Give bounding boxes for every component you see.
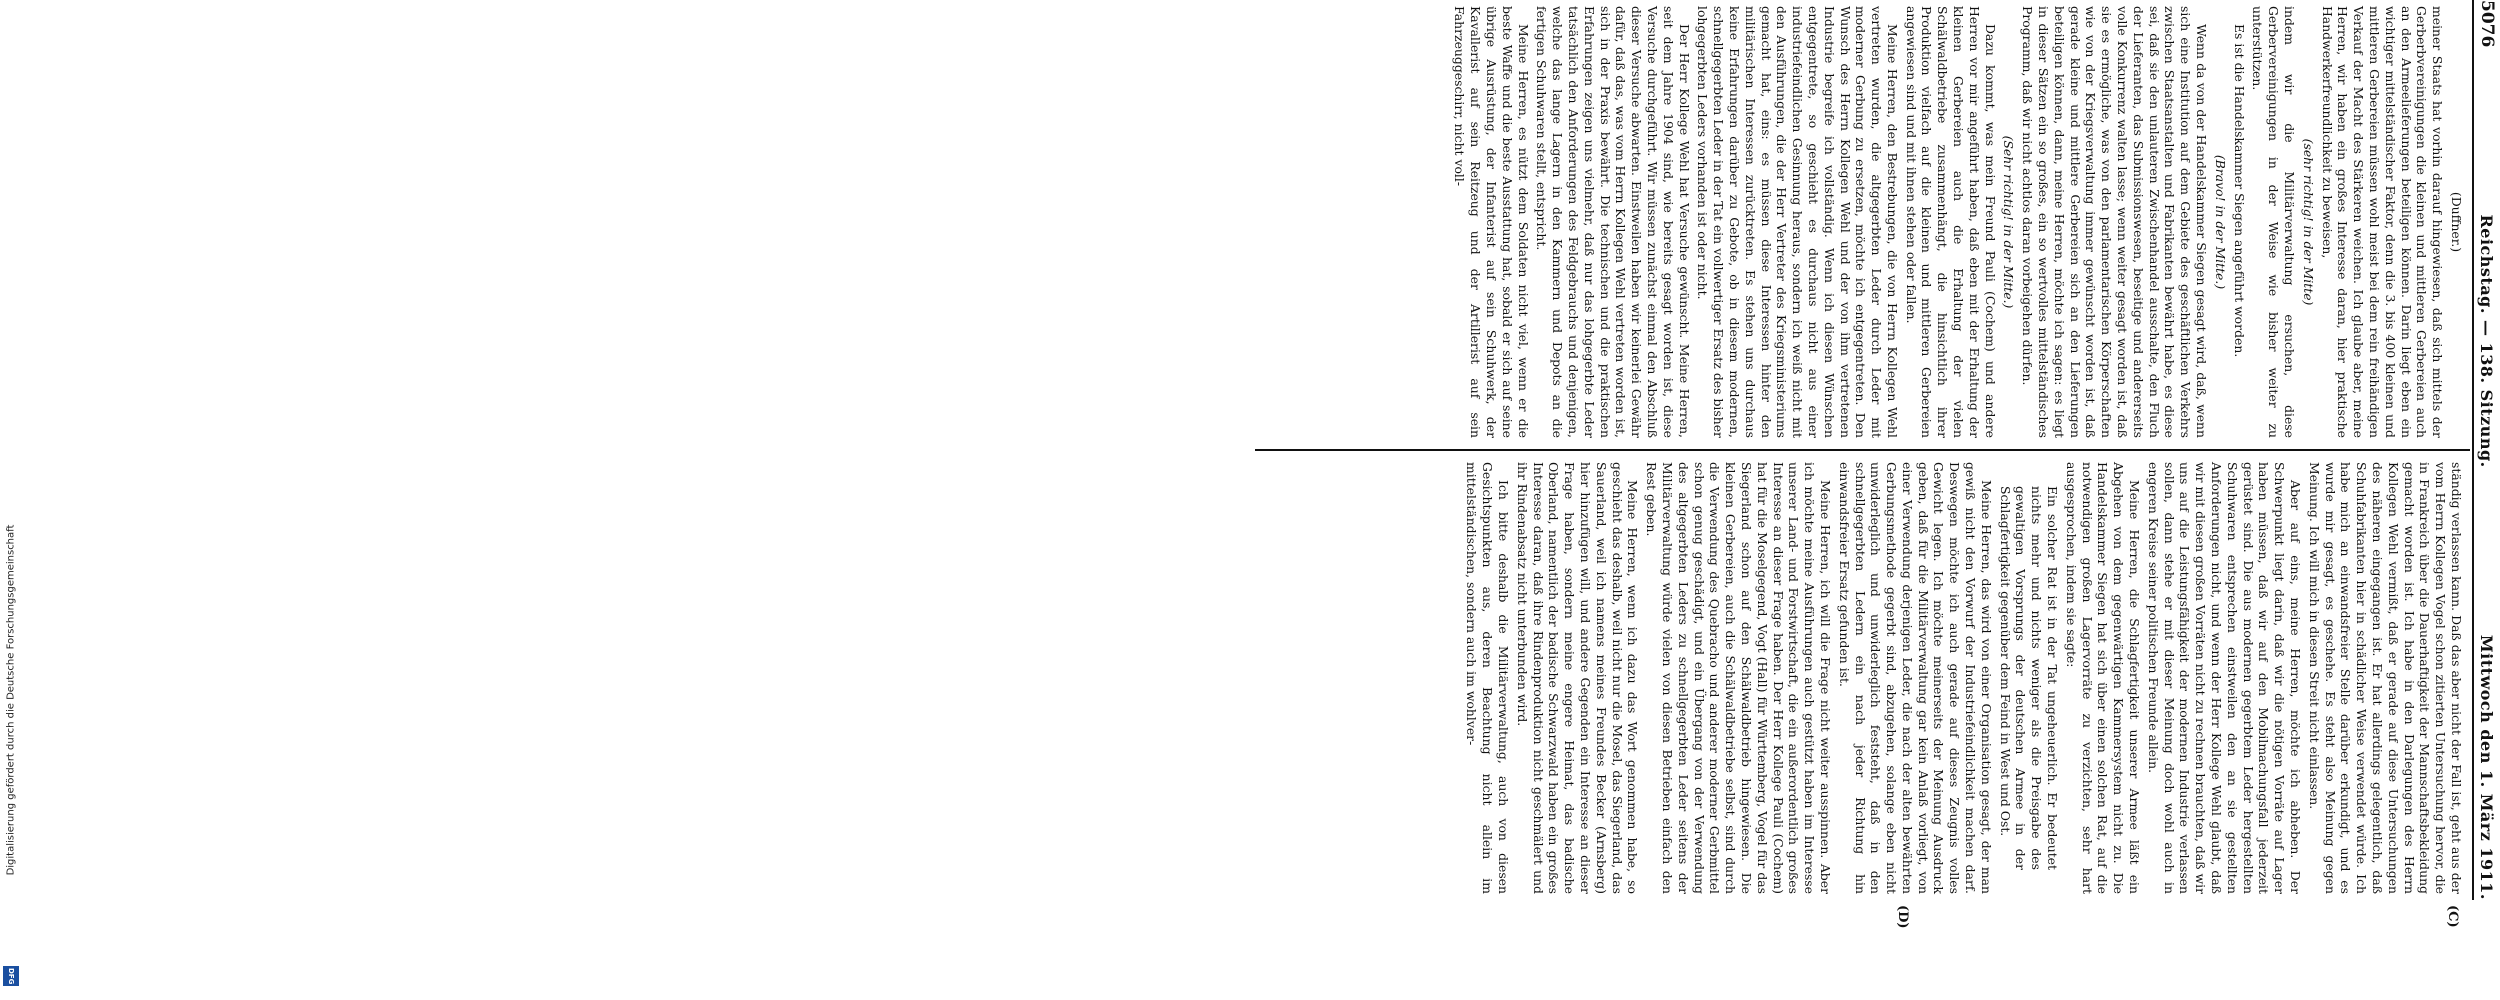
page-number: 5076	[2477, 0, 2497, 48]
page-header	[2472, 0, 2500, 900]
digitization-footer	[0, 0, 22, 1000]
paragraph: Meine Herren, die Schlagfertigkeit unserer Armee läßt ein Abgehen von dem gegenwärtigen Kammersystem nicht zu. Die Handelskammer Siegen hat sich über einen solchen Rat, auf die notwendigen großen Lagervorräte zu verzichten, sehr hart ausgesprochen, indem sie sagte:	[2063, 462, 2143, 894]
paragraph: Ein solcher Rat ist in der Tat ungeheuerlich. Er bedeutet nichts mehr und nichts weniger als die Preisgabe des gewaltigen Vorsprungs der deutschen Armee in der Schlagfertigkeit gegenüber dem Feind in West und Ost.	[1997, 486, 2061, 870]
paragraph: (sehr richtig! in der Mitte)	[2300, 138, 2316, 306]
dfg-logo-icon: DFG	[3, 966, 19, 986]
paragraph: (Bravo! in der Mitte.)	[2212, 154, 2228, 290]
paragraph: Dazu kommt, was mein Freund Pauli (Cochem) und andere Herren vor mir angeführt haben, daß eben mit der Erhaltung der kleinen Gerbereien auch die Erhaltung der vielen Schälwaldbetriebe zusammenhängt, die hinsichtlich ihrer Produktion vielfach auf die kleinen und mittleren Gerbereien angewiesen sind und mit ihnen stehen oder fallen.	[1903, 6, 1998, 438]
rotated-page	[1250, 0, 2500, 929]
session-date: Mittwoch den 1. März 1911.	[2477, 634, 2497, 900]
paragraph: (Duffner.)	[2449, 191, 2464, 253]
page-content	[1250, 0, 2500, 929]
paragraph: (Sehr richtig! in der Mitte.)	[2001, 135, 2017, 309]
margin-marker-c: (C)	[2445, 905, 2460, 928]
column-divider	[1255, 449, 2470, 451]
paragraph: Meine Herren, ich will die Frage nicht weiter ausspinnen. Aber ich möchte meine Ausführungen auch gestützt haben im Interesse unserer Land- und Forstwirtschaft, die ein außerordentlich großes Interesse an dieser Frage haben. Der Herr Kollege Pauli (Cochem) hat für die Moselgegend, Vogt (Hall) für Württemberg, Vogel für das Siegerland schon auf den Schälwaldbetrieb hingewiesen. Die kleinen Gerbereien, auch die Schälwaldbetriebe selbst, sind durch die Verwendung des Quebracho und anderer moderner Gerbmittel schon genug geschädigt, und ein Übergang von der Verwendung des altgegerbten Leders zu schnellgegerbten Leder seitens der Militärverwaltung würde vielen von diesen Betrieben einfach den Rest geben.	[1644, 462, 1833, 894]
left-column	[1259, 6, 2464, 438]
paragraph: indem wir die Militärverwaltung ersuchen, diese Gerbervereinigungen in der Weise wie bisher weiter zu unterstützen.	[2250, 6, 2298, 438]
paragraph: Der Herr Kollege Wehl hat Versuche gewünscht. Meine Herren, seit dem Jahre 1904 sind, wie bereits gesagt worden ist, diese Versuche durchgeführt. Wir müssen zunächst einmal den Abschluß dieser Versuche abwarten. Einstweilen haben wir keinerlei Gewähr dafür, daß das, was vom Herrn Kollegen Wehl vertreten worden ist, sich in der Praxis bewährt. Die technischen und die praktischen Erfahrungen zeigen uns vielmehr, daß nur das lohgegerbte Leder tatsächlich den Anforderungen des Feldgebrauchs und denjenigen, welche das lange Lagern in den Kammern und Depots an die fertigen Schuhwaren stellt, entspricht.	[1534, 6, 1692, 438]
paragraph: Meine Herren, das wird von einer Organisation gesagt, der man gewiß nicht den Vorwurf der Industriefeindlichkeit machen darf. Deswegen möchte ich auch gerade auf dieses Zeugnis volles Gewicht legen. Ich möchte meinerseits der Meinung Ausdruck geben, daß für die Militärverwaltung gar kein Anlaß vorliegt, von einer Verwendung derjenigen Leder, die nach der alten bewährten Gerbungsmethode gegerbt sind, abzugehen, solange eben nicht unwiderleglich und unwiderleglich feststeht, daß in den schnellgegerbten Ledern ein nach jeder Richtung hin einwandsfreier Ersatz gefunden ist.	[1836, 462, 1994, 894]
paragraph: Meine Herren, es nützt dem Soldaten nicht viel, wenn er die beste Waffe und die beste Ausstattung hat, sobald er sich auf seine übrige Ausrüstung, der Infanterist auf sein Schuhwerk, der Kavallerist auf sein Reitzeug und der Artillerist auf sein Fahrzeuggeschirr, nicht voll-	[1452, 6, 1531, 438]
paragraph: Es ist die Handelskammer Siegen angeführt worden.	[2231, 24, 2247, 358]
paragraph: ständig verlassen kann. Daß das aber nicht der Fall ist, geht aus der vom Herrn Kollegen Vogel schon zitierten Untersuchung hervor, die in Frankreich über die Dauerhaftigkeit der Mannschaftsbekleidung gemacht worden ist. Ich habe in den Darlegungen des Herrn Kollegen Wehl vermißt, daß er gerade auf diese Untersuchungen des näheren eingegangen ist. Er hat allerdings gelegentlich, daß Schuhfabrikanten hier in schädlicher Weise verwendet würde. Ich habe mich an einwandsfreier Stelle darüber erkundigt, und es wurde mir gesagt, es geschehe. Es steht also Meinung gegen Meinung. Ich will mich in diesen Streit nicht einlassen.	[2306, 462, 2464, 894]
paragraph: Meine Herren, den Bestrebungen, die von Herrn Kollegen Wehl vertreten wurden, die altgegerbten Leder durch Leder mit moderner Gerbung zu ersetzen, möchte ich entgegentreten. Den Wunsch des Herrn Kollegen Wehl und der von ihm vertretenen Industrie begreife ich vollständig. Wenn ich diesen Wünschen entgegentrete, so geschieht es durchaus nicht aus einer industriefeindlichen Gesinnung heraus, sondern ich weiß nicht mit den Ausführungen, die der Herr Vertreter des Kriegsministeriums gemacht hat, eins: es müssen diese Interessen hinter den militärischen Interessen zurücktreten. Es stehen uns durchaus keine Erfahrungen darüber zu Gebote, ob in diesem modernen, schnellgegerbten Leder in der Tat ein vollwertiger Ersatz des bisher lohgegerbten Leders vorhanden ist oder nicht.	[1695, 6, 1900, 438]
margin-marker-d: (D)	[1895, 905, 1910, 929]
paragraph: Wenn da von der Handelskammer Siegen gesagt wird, daß, wenn sich eine Institution auf dem Gebiete des geschäftlichen Verkehrs zwischen Staatsanstalten und Fabrikanten bewährt habe, es diese sei, daß sie den unlauteren Zwischenhandel ausschalte, den Fluch der Lieferanten, das Submissionswesen, beseitige und andererseits volle Konkurrenz walten lasse; wenn weiter gesagt worden ist, daß sie es ermögliche, was von den parlamentarischen Körperschaften wie von der Kriegsverwaltung immer gewünscht worden ist, daß gerade kleine und mittlere Gerbereien sich an den Lieferungen beteiligen können, dann, meine Herren, möchte ich sagen: es liegt in dieser Sätzen ein so großes, ein so wertvolles mittelständisches Programm, daß wir nicht achtlos daran vorbeigehen dürfen.	[2020, 6, 2210, 438]
paragraph: Aber auf eins, meine Herren, möchte ich abheben. Der Schwerpunkt liegt darin, daß wir die nötigen Vorräte auf Lager haben müssen, daß wir auf den Mobilmachungsfall jederzeit gerüstet sind. Die aus modernen gegerbtem Leder hergestellten Schuhwaren entsprechen einstweilen den an sie gestellten Anforderungen nicht, und wenn der Herr Kollege Wehl glaubt, daß wir mit diesen großen Vorräten nicht zu rechnen brauchten, daß wir uns auf die Leistungsfähigkeit der modernen Industrie verlassen sollen, dann stehe er mit dieser Meinung doch wohl auch in engeren Kreise seiner politischen Freunde allein.	[2145, 462, 2304, 894]
session-title: Reichstag. — 138. Sitzung.	[2477, 214, 2497, 468]
footer-text: Digitalisierung gefördert durch die Deutsche Forschungsgemeinschaft	[5, 524, 17, 876]
paragraph: meiner Staats hat vorhin darauf hingewiesen, daß sich mittels der Gerberbvereinigungen die kleinen und mittleren Gerbereien auch an den Armeelieferungen beteiligen können. Darin liegt eben ein wichtiger mittelständischer Faktor, denn die 3. bis 400 kleinen und mittleren Gerbereien müssen wohl meist bei dem rein freihändigen Verkauf der Macht des Stärkeren weichen. Ich glaube aber, meine Herren, wir haben ein großes Interesse daran, hier praktische Handwerkerfreundlichkeit zu beweisen,	[2319, 6, 2446, 438]
paragraph: Ich bitte deshalb die Militärverwaltung, auch von diesen Gesichtspunkten aus, deren Beachtung nicht allein im mittelständischen, sondern auch im wohlver-	[1464, 462, 1511, 894]
right-column	[1259, 462, 2464, 894]
paragraph: Meine Herren, wenn ich dazu das Wort genommen habe, so geschieht das deshalb, weil nicht nur die Mosel, das Siegerland, das Sauerland, weil ich namens meines Freundes Becker (Arnsberg) hier hinzufügen will, und andere Gegenden ein Interesse an dieser Frage haben, sondern meine engere Heimat, das badische Oberland, namentlich der badische Schwarzwald haben ein großes Interesse daran, daß ihre Rindenproduktion nicht geschmälert und ihr Rindenabsatz nicht unterbunden wird.	[1514, 462, 1641, 894]
